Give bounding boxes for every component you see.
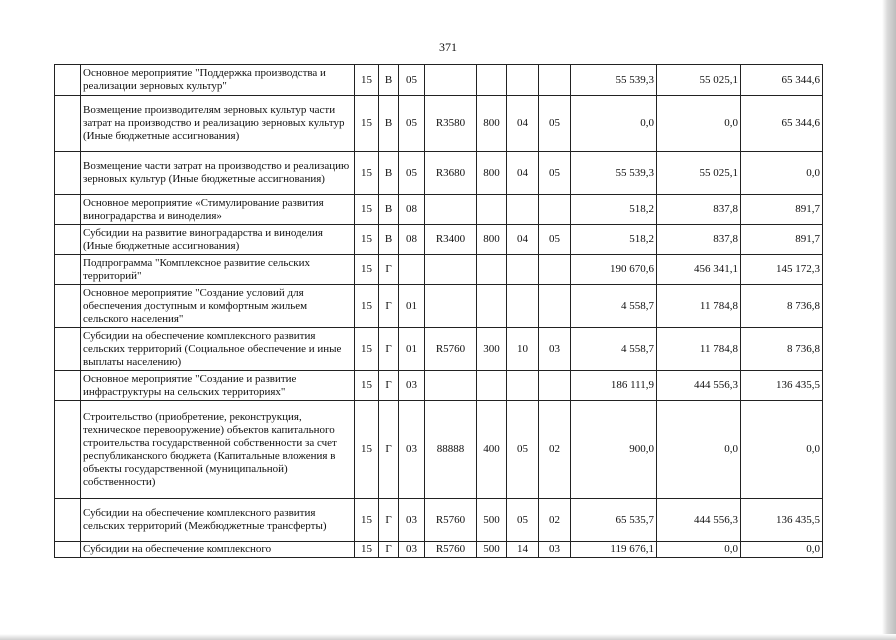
page-number: 371 (439, 40, 457, 54)
target-code: R5760 (425, 499, 477, 542)
pp-code: Г (379, 285, 399, 328)
om-code: 01 (399, 285, 425, 328)
amount-year-3: 8 736,8 (741, 328, 823, 371)
row-index-cell (55, 96, 81, 152)
row-index-cell (55, 195, 81, 225)
row-index-cell (55, 499, 81, 542)
section (507, 195, 539, 225)
amount-year-3: 0,0 (741, 542, 823, 558)
amount-year-2: 837,8 (657, 225, 741, 255)
target-code (425, 285, 477, 328)
row-index-cell (55, 65, 81, 96)
table-row (55, 401, 823, 499)
expense-type (477, 255, 507, 285)
scan-shadow-bottom (0, 634, 896, 640)
item-name: Субсидии на обеспечение комплексного развития сельских территорий (Межбюджетные трансферты) (81, 499, 355, 542)
subsection (539, 371, 571, 401)
amount-year-2: 444 556,3 (657, 371, 741, 401)
pp-code: В (379, 96, 399, 152)
row-index-cell (55, 255, 81, 285)
subsection (539, 255, 571, 285)
row-index-cell (55, 371, 81, 401)
pp-code: В (379, 65, 399, 96)
section: 04 (507, 225, 539, 255)
amount-year-1: 4 558,7 (571, 285, 657, 328)
pp-code: В (379, 225, 399, 255)
gp-code: 15 (355, 152, 379, 195)
pp-code: Г (379, 401, 399, 499)
om-code (399, 255, 425, 285)
item-name: Основное мероприятие "Поддержка производства и реализации зерновых культур" (81, 65, 355, 96)
item-name: Субсидии на обеспечение комплексного развития сельских территорий (Социальное обеспечение и иные выплаты населению) (81, 328, 355, 371)
table-row (55, 499, 823, 542)
amount-year-2: 444 556,3 (657, 499, 741, 542)
amount-year-3: 136 435,5 (741, 371, 823, 401)
expense-type: 400 (477, 401, 507, 499)
expense-type (477, 285, 507, 328)
amount-year-3: 0,0 (741, 152, 823, 195)
subsection (539, 195, 571, 225)
amount-year-2: 456 341,1 (657, 255, 741, 285)
section: 14 (507, 542, 539, 558)
section: 10 (507, 328, 539, 371)
amount-year-1: 119 676,1 (571, 542, 657, 558)
section: 05 (507, 401, 539, 499)
om-code: 08 (399, 225, 425, 255)
row-index-cell (55, 542, 81, 558)
subsection (539, 285, 571, 328)
table-row (55, 152, 823, 195)
target-code (425, 195, 477, 225)
amount-year-3: 8 736,8 (741, 285, 823, 328)
expense-type: 800 (477, 225, 507, 255)
item-name: Строительство (приобретение, реконструкция, техническое перевооружение) объектов капитального строительства государственной собственности за счет республиканского бюджета (Капитальные вложения в объекты государственной (муниципальной) собственности) (81, 401, 355, 499)
scan-shadow-edge (882, 0, 896, 640)
table-row (55, 328, 823, 371)
gp-code: 15 (355, 255, 379, 285)
om-code: 05 (399, 96, 425, 152)
expense-type: 800 (477, 96, 507, 152)
subsection: 05 (539, 96, 571, 152)
gp-code: 15 (355, 285, 379, 328)
amount-year-1: 518,2 (571, 195, 657, 225)
table-row (55, 255, 823, 285)
amount-year-2: 11 784,8 (657, 285, 741, 328)
subsection: 02 (539, 499, 571, 542)
table-row (55, 542, 823, 558)
amount-year-3: 0,0 (741, 401, 823, 499)
amount-year-1: 518,2 (571, 225, 657, 255)
gp-code: 15 (355, 401, 379, 499)
item-name: Основное мероприятие «Стимулирование развития виноградарства и виноделия» (81, 195, 355, 225)
section (507, 371, 539, 401)
om-code: 05 (399, 65, 425, 96)
item-name: Субсидии на обеспечение комплексного (81, 542, 355, 558)
budget-table (54, 64, 823, 558)
om-code: 08 (399, 195, 425, 225)
om-code: 03 (399, 499, 425, 542)
target-code: R5760 (425, 328, 477, 371)
amount-year-1: 55 539,3 (571, 65, 657, 96)
amount-year-3: 891,7 (741, 225, 823, 255)
row-index-cell (55, 225, 81, 255)
table-row (55, 285, 823, 328)
om-code: 03 (399, 401, 425, 499)
target-code: 88888 (425, 401, 477, 499)
target-code: R5760 (425, 542, 477, 558)
section: 04 (507, 152, 539, 195)
gp-code: 15 (355, 328, 379, 371)
section: 05 (507, 499, 539, 542)
expense-type: 800 (477, 152, 507, 195)
pp-code: Г (379, 499, 399, 542)
item-name: Возмещение производителям зерновых культур части затрат на производство и реализацию зерновых культур (Иные бюджетные ассигнования) (81, 96, 355, 152)
row-index-cell (55, 285, 81, 328)
table-row (55, 195, 823, 225)
pp-code: Г (379, 328, 399, 371)
amount-year-1: 900,0 (571, 401, 657, 499)
amount-year-1: 190 670,6 (571, 255, 657, 285)
amount-year-2: 55 025,1 (657, 65, 741, 96)
gp-code: 15 (355, 65, 379, 96)
gp-code: 15 (355, 225, 379, 255)
om-code: 01 (399, 328, 425, 371)
section (507, 255, 539, 285)
section (507, 285, 539, 328)
target-code (425, 65, 477, 96)
gp-code: 15 (355, 542, 379, 558)
gp-code: 15 (355, 499, 379, 542)
target-code: R3580 (425, 96, 477, 152)
item-name: Основное мероприятие "Создание и развитие инфраструктуры на сельских территориях" (81, 371, 355, 401)
amount-year-2: 0,0 (657, 542, 741, 558)
amount-year-2: 0,0 (657, 96, 741, 152)
item-name: Подпрограмма "Комплексное развитие сельских территорий" (81, 255, 355, 285)
amount-year-1: 186 111,9 (571, 371, 657, 401)
row-index-cell (55, 401, 81, 499)
row-index-cell (55, 152, 81, 195)
table-row (55, 371, 823, 401)
om-code: 05 (399, 152, 425, 195)
expense-type: 500 (477, 499, 507, 542)
target-code: R3400 (425, 225, 477, 255)
subsection (539, 65, 571, 96)
target-code (425, 371, 477, 401)
amount-year-1: 55 539,3 (571, 152, 657, 195)
row-index-cell (55, 328, 81, 371)
table-body (55, 65, 823, 558)
expense-type (477, 371, 507, 401)
gp-code: 15 (355, 96, 379, 152)
pp-code: Г (379, 255, 399, 285)
amount-year-3: 136 435,5 (741, 499, 823, 542)
expense-type: 500 (477, 542, 507, 558)
subsection: 03 (539, 542, 571, 558)
amount-year-2: 837,8 (657, 195, 741, 225)
table-row (55, 96, 823, 152)
pp-code: В (379, 152, 399, 195)
amount-year-3: 145 172,3 (741, 255, 823, 285)
expense-type: 300 (477, 328, 507, 371)
amount-year-3: 891,7 (741, 195, 823, 225)
pp-code: Г (379, 542, 399, 558)
amount-year-2: 0,0 (657, 401, 741, 499)
table-row (55, 225, 823, 255)
table-row (55, 65, 823, 96)
amount-year-1: 0,0 (571, 96, 657, 152)
pp-code: В (379, 195, 399, 225)
item-name: Возмещение части затрат на производство и реализацию зерновых культур (Иные бюджетные ассигнования) (81, 152, 355, 195)
subsection: 02 (539, 401, 571, 499)
target-code (425, 255, 477, 285)
subsection: 03 (539, 328, 571, 371)
expense-type (477, 65, 507, 96)
target-code: R3680 (425, 152, 477, 195)
item-name: Субсидии на развитие виноградарства и виноделия (Иные бюджетные ассигнования) (81, 225, 355, 255)
expense-type (477, 195, 507, 225)
gp-code: 15 (355, 195, 379, 225)
pp-code: Г (379, 371, 399, 401)
amount-year-3: 65 344,6 (741, 96, 823, 152)
subsection: 05 (539, 225, 571, 255)
section (507, 65, 539, 96)
amount-year-3: 65 344,6 (741, 65, 823, 96)
subsection: 05 (539, 152, 571, 195)
om-code: 03 (399, 371, 425, 401)
section: 04 (507, 96, 539, 152)
gp-code: 15 (355, 371, 379, 401)
om-code: 03 (399, 542, 425, 558)
amount-year-1: 65 535,7 (571, 499, 657, 542)
item-name: Основное мероприятие "Создание условий для обеспечения доступным и комфортным жильем сельского населения" (81, 285, 355, 328)
amount-year-2: 55 025,1 (657, 152, 741, 195)
amount-year-1: 4 558,7 (571, 328, 657, 371)
amount-year-2: 11 784,8 (657, 328, 741, 371)
